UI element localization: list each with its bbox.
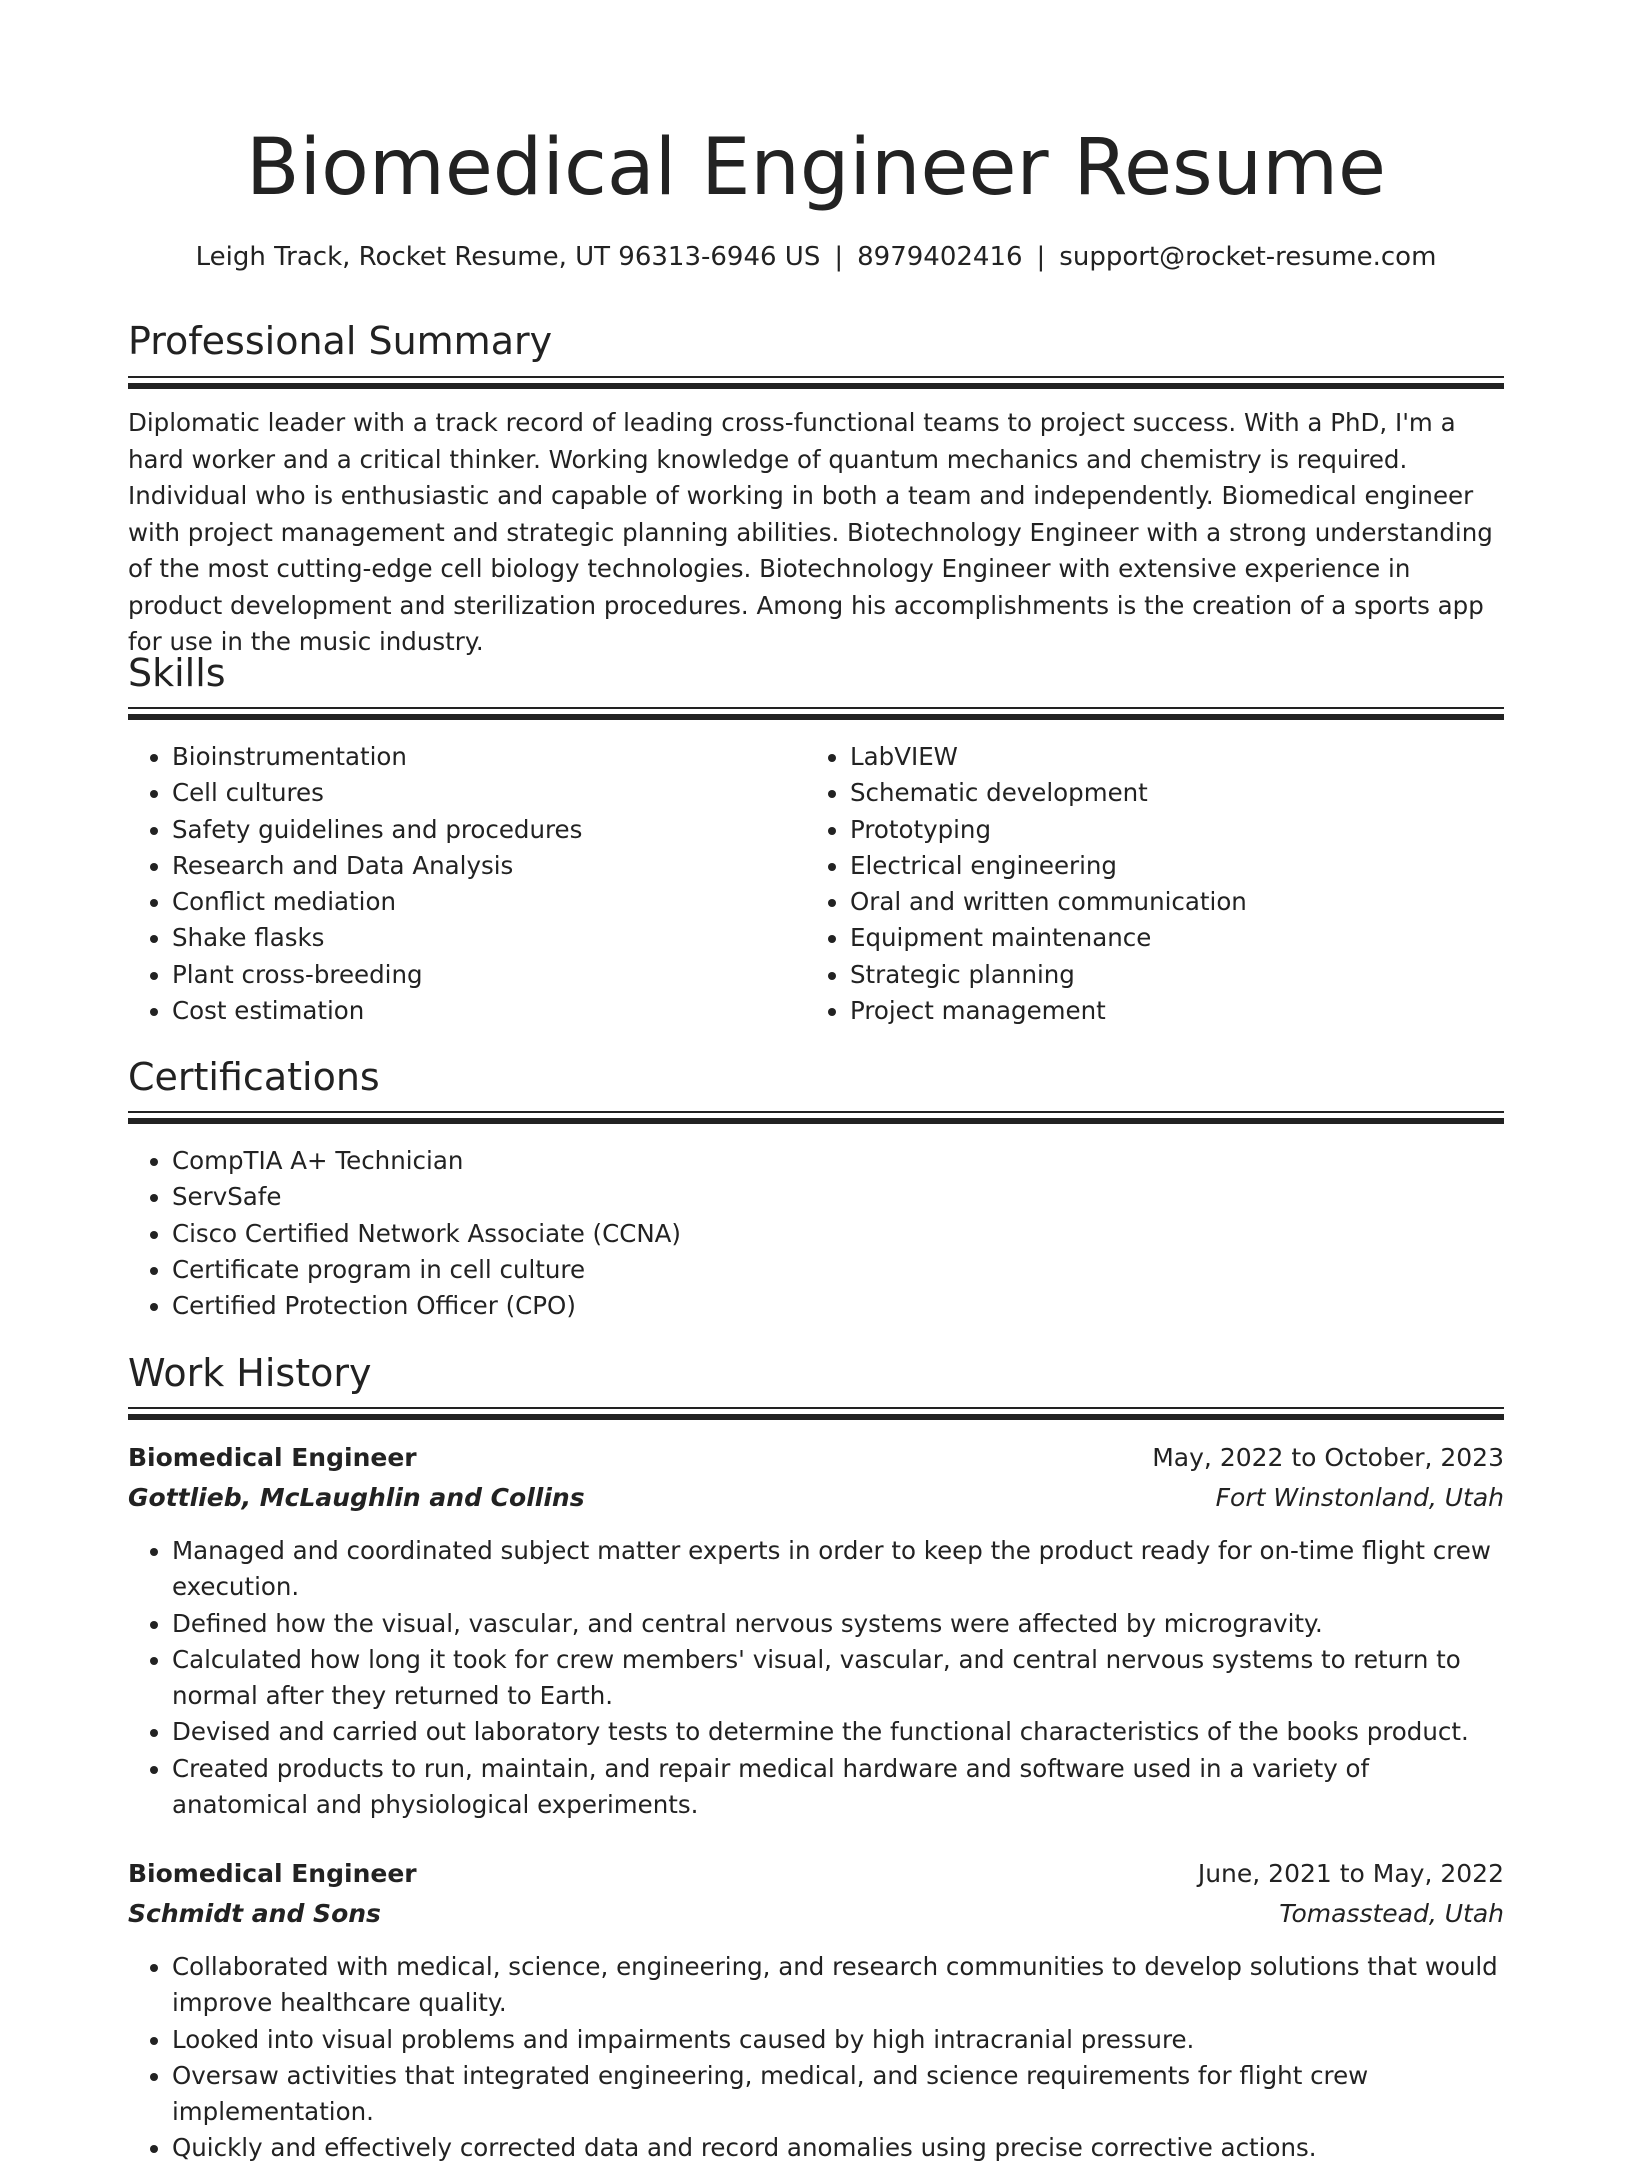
job-bullets-block xyxy=(128,1533,1504,1823)
skills-column-left xyxy=(128,739,768,1029)
list-item: • Research and Data Analysis xyxy=(172,848,768,884)
contact-email: support@rocket-resume.com xyxy=(1059,242,1437,272)
contact-address: Leigh Track, Rocket Resume, UT 96313-6946 US xyxy=(195,242,821,272)
list-item: • Calculated how long it took for crew members' visual, vascular, and central nervous systems to return to normal after they returned to Earth. xyxy=(172,1642,1504,1715)
list-item: • Cisco Certified Network Associate (CCNA) xyxy=(172,1216,1504,1252)
list-item: • Strategic planning xyxy=(850,957,1446,993)
list-item: • Oral and written communication xyxy=(850,884,1446,920)
skills-column-right xyxy=(806,739,1446,1029)
list-item: • Project management xyxy=(850,993,1446,1029)
list-item: • Quickly and effectively corrected data and record anomalies using precise corrective actions. xyxy=(172,2130,1504,2166)
list-item: • Cell cultures xyxy=(172,775,768,811)
job-location: Fort Winstonland, Utah xyxy=(1215,1483,1504,1512)
list-item: • LabVIEW xyxy=(850,739,1446,775)
job-bullets-block xyxy=(128,1949,1504,2167)
list-item: • Prototyping xyxy=(850,812,1446,848)
job-bullets xyxy=(128,1533,1504,1823)
list-item: • Electrical engineering xyxy=(850,848,1446,884)
certifications-list xyxy=(128,1143,1504,1324)
skills-list-right xyxy=(806,739,1446,1029)
contact-separator: | xyxy=(834,242,844,272)
job-dates: May, 2022 to October, 2023 xyxy=(1152,1443,1504,1472)
job-company: Gottlieb, McLaughlin and Collins xyxy=(128,1483,585,1512)
list-item: • Certified Protection Officer (CPO) xyxy=(172,1288,1504,1324)
list-item: • CompTIA A+ Technician xyxy=(172,1143,1504,1179)
certifications-heading: Certifications xyxy=(128,1055,380,1099)
job-title: Biomedical Engineer xyxy=(128,1443,417,1472)
job-bullets xyxy=(128,1949,1504,2167)
section-divider xyxy=(128,707,1504,719)
list-item: • Plant cross-breeding xyxy=(172,957,768,993)
list-item: • Certificate program in cell culture xyxy=(172,1252,1504,1288)
list-item: • ServSafe xyxy=(172,1179,1504,1215)
summary-text: Diplomatic leader with a track record of leading cross-functional teams to project success. With a PhD, I'm a hard worker and a critical thinker. Working knowledge of quantum mechanics and chemistry is required. Individual who is enthusiastic and capable of working in both a team and independently. Biomedical engineer with project management and strategic planning abilities. Biotechnology Engineer with a strong understanding of the most cutting-edge cell biology technologies. Biotechnology Engineer with extensive experience in product development and sterilization procedures. Among his accomplishments is the creation of a sports app for use in the music industry. xyxy=(128,408,1493,656)
job-title: Biomedical Engineer xyxy=(128,1859,417,1888)
list-item: • Managed and coordinated subject matter experts in order to keep the product ready for on-time flight crew execution. xyxy=(172,1533,1504,1606)
work-history-heading: Work History xyxy=(128,1351,372,1395)
section-divider xyxy=(128,1407,1504,1419)
list-item: • Collaborated with medical, science, engineering, and research communities to develop solutions that would improve healthcare quality. xyxy=(172,1949,1504,2022)
list-item: • Oversaw activities that integrated engineering, medical, and science requirements for flight crew implementation. xyxy=(172,2058,1504,2131)
section-divider xyxy=(128,376,1504,388)
list-item: • Devised and carried out laboratory tests to determine the functional characteristics of the books product. xyxy=(172,1714,1504,1750)
list-item: • Shake flasks xyxy=(172,920,768,956)
list-item: • Created products to run, maintain, and repair medical hardware and software used in a variety of anatomical and physiological experiments. xyxy=(172,1751,1504,1824)
job-company: Schmidt and Sons xyxy=(128,1899,381,1928)
certifications-block xyxy=(128,1143,1504,1324)
list-item: • Schematic development xyxy=(850,775,1446,811)
list-item: • Equipment maintenance xyxy=(850,920,1446,956)
job-dates: June, 2021 to May, 2022 xyxy=(1197,1859,1504,1888)
contact-phone: 8979402416 xyxy=(857,242,1023,272)
list-item: • Safety guidelines and procedures xyxy=(172,812,768,848)
list-item: • Bioinstrumentation xyxy=(172,739,768,775)
section-divider xyxy=(128,1111,1504,1123)
skills-heading: Skills xyxy=(128,651,226,695)
list-item: • Conflict mediation xyxy=(172,884,768,920)
skills-list-left xyxy=(128,739,768,1029)
list-item: • Looked into visual problems and impairments caused by high intracranial pressure. xyxy=(172,2022,1504,2058)
contact-line xyxy=(0,240,1632,274)
list-item: • Defined how the visual, vascular, and central nervous systems were affected by microgravity. xyxy=(172,1606,1504,1642)
list-item: • Cost estimation xyxy=(172,993,768,1029)
job-location: Tomasstead, Utah xyxy=(1279,1899,1504,1928)
contact-separator: | xyxy=(1036,242,1046,272)
page-title: Biomedical Engineer Resume xyxy=(245,123,1387,213)
summary-heading: Professional Summary xyxy=(128,319,553,363)
